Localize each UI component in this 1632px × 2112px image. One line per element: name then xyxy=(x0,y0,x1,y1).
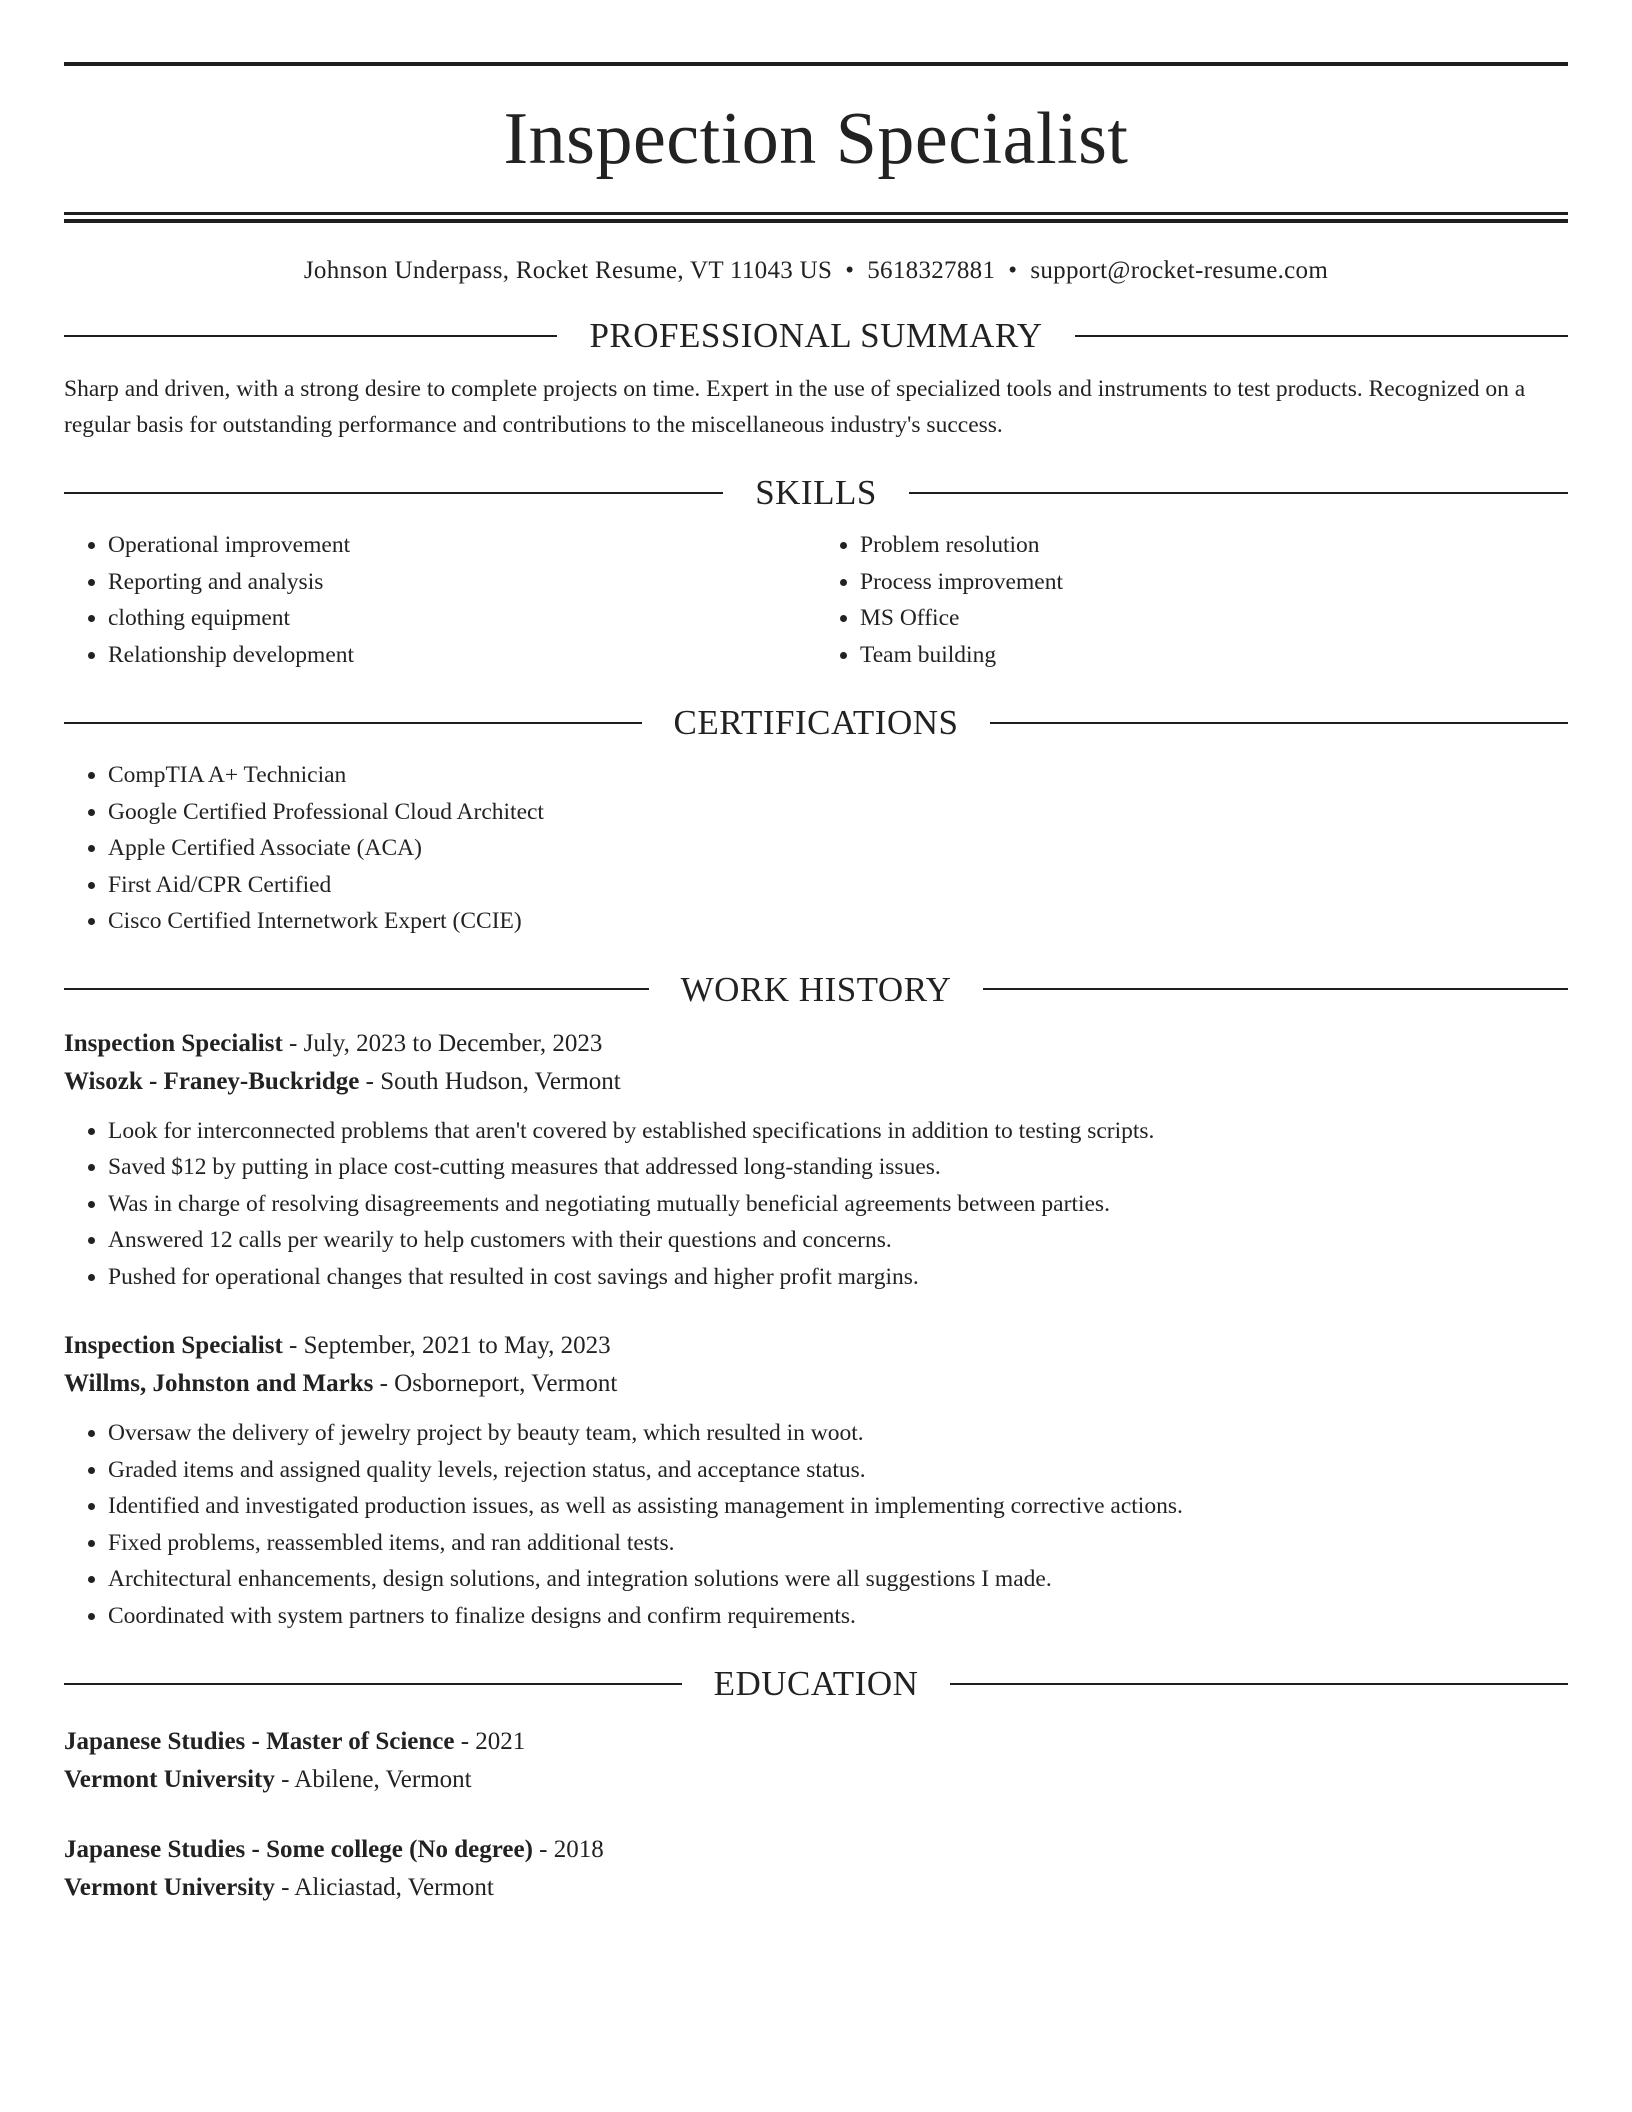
job-bullet: • Coordinated with system partners to finalize designs and confirm requirements. xyxy=(108,1598,1568,1635)
summary-text: Sharp and driven, with a strong desire to complete projects on time. Expert in the use of specialized tools and instruments to test products. Recognized on a regular basis for outstanding performance and contributions to the miscellaneous industry's success. xyxy=(64,376,1526,438)
contact-email-link[interactable]: support@rocket-resume.com xyxy=(1030,257,1329,284)
certification-item: • Google Certified Professional Cloud Architect xyxy=(108,794,1568,831)
job-title: Inspection Specialist xyxy=(64,1332,283,1359)
heading-rule-left xyxy=(64,1683,682,1685)
skill-item: • Reporting and analysis xyxy=(108,564,816,601)
job-company: Wisozk - Franey-Buckridge xyxy=(64,1067,360,1095)
contact-address: Johnson Underpass, Rocket Resume, VT 11043 US xyxy=(303,257,833,284)
skills-columns xyxy=(64,527,1568,673)
education-location: - Abilene, Vermont xyxy=(274,1766,472,1793)
education-year: - 2018 xyxy=(532,1836,604,1863)
heading-rule-right xyxy=(909,492,1568,494)
heading-rule-left xyxy=(64,492,723,494)
education-location: - Aliciastad, Vermont xyxy=(274,1874,494,1901)
job-bullet: • Oversaw the delivery of jewelry project by beauty team, which resulted in woot. xyxy=(108,1415,1568,1452)
title-double-rule xyxy=(64,212,1568,223)
job-company-line xyxy=(64,1063,1568,1101)
certification-item: • Cisco Certified Internetwork Expert (CCIE) xyxy=(108,903,1568,940)
job-bullets xyxy=(64,1113,1568,1296)
section-heading-education xyxy=(64,1666,1568,1701)
education-degree-line xyxy=(64,1723,1568,1761)
education-degree-line xyxy=(64,1831,1568,1869)
heading-rule-left xyxy=(64,722,642,724)
heading-rule-right xyxy=(983,988,1568,990)
heading-rule-right xyxy=(1075,335,1568,337)
heading-rule-right xyxy=(990,722,1568,724)
job-bullet: • Look for interconnected problems that aren't covered by established specifications in addition to testing scripts. xyxy=(108,1113,1568,1150)
skill-item: • Problem resolution xyxy=(860,527,1568,564)
job-dates: - September, 2021 to May, 2023 xyxy=(282,1332,611,1359)
job-title-line xyxy=(64,1025,1568,1063)
certification-item: • First Aid/CPR Certified xyxy=(108,867,1568,904)
job-location: - Osborneport, Vermont xyxy=(373,1370,618,1397)
job-bullets xyxy=(64,1415,1568,1634)
skill-item: • Process improvement xyxy=(860,564,1568,601)
section-title: EDUCATION xyxy=(713,1664,919,1703)
job-title-line xyxy=(64,1327,1568,1365)
skills-list-left xyxy=(64,527,816,673)
section-title: SKILLS xyxy=(755,473,877,512)
job-entry xyxy=(64,1025,1568,1296)
job-dates: - July, 2023 to December, 2023 xyxy=(282,1029,603,1057)
certifications-list xyxy=(64,757,1568,940)
education-entry xyxy=(64,1831,1568,1907)
skills-list-right xyxy=(816,527,1568,673)
job-location: - South Hudson, Vermont xyxy=(359,1067,621,1095)
heading-rule-right xyxy=(950,1683,1568,1685)
contact-phone: 5618327881 xyxy=(867,257,996,284)
job-company-line xyxy=(64,1365,1568,1403)
section-title: PROFESSIONAL SUMMARY xyxy=(589,316,1043,355)
contact-separator: • xyxy=(845,257,855,284)
skill-item: • Operational improvement xyxy=(108,527,816,564)
job-bullet: • Architectural enhancements, design solutions, and integration solutions were all suggestions I made. xyxy=(108,1561,1568,1598)
job-company: Willms, Johnston and Marks xyxy=(64,1370,374,1397)
section-heading-skills xyxy=(64,475,1568,510)
resume-title: Inspection Specialist xyxy=(503,98,1129,180)
skill-item: • clothing equipment xyxy=(108,600,816,637)
education-school-line xyxy=(64,1761,1568,1799)
job-bullet: • Graded items and assigned quality levels, rejection status, and acceptance status. xyxy=(108,1452,1568,1489)
job-bullet: • Pushed for operational changes that resulted in cost savings and higher profit margins. xyxy=(108,1259,1568,1296)
job-entry xyxy=(64,1327,1568,1634)
education-degree: Japanese Studies - Some college (No degree) xyxy=(64,1836,533,1863)
education-entry xyxy=(64,1723,1568,1799)
education-school: Vermont University xyxy=(64,1766,275,1793)
skill-item: • MS Office xyxy=(860,600,1568,637)
certification-item: • Apple Certified Associate (ACA) xyxy=(108,830,1568,867)
section-heading-summary xyxy=(64,318,1568,353)
skill-item: • Team building xyxy=(860,637,1568,674)
education-degree: Japanese Studies - Master of Science xyxy=(64,1728,455,1755)
job-bullet: • Identified and investigated production issues, as well as assisting management in implementing corrective actions. xyxy=(108,1488,1568,1525)
section-title: WORK HISTORY xyxy=(680,969,952,1009)
job-title: Inspection Specialist xyxy=(64,1029,283,1057)
top-rule xyxy=(64,62,1568,66)
education-school: Vermont University xyxy=(64,1874,275,1901)
contact-separator: • xyxy=(1008,257,1018,284)
job-bullet: • Saved $12 by putting in place cost-cutting measures that addressed long-standing issues. xyxy=(108,1149,1568,1186)
education-year: - 2021 xyxy=(454,1728,526,1755)
certification-item: • CompTIA A+ Technician xyxy=(108,757,1568,794)
education-school-line xyxy=(64,1869,1568,1907)
job-bullet: • Was in charge of resolving disagreements and negotiating mutually beneficial agreements between parties. xyxy=(108,1186,1568,1223)
skill-item: • Relationship development xyxy=(108,637,816,674)
job-bullet: • Answered 12 calls per wearily to help customers with their questions and concerns. xyxy=(108,1222,1568,1259)
job-bullet: • Fixed problems, reassembled items, and ran additional tests. xyxy=(108,1525,1568,1562)
heading-rule-left xyxy=(64,335,557,337)
section-heading-work-history xyxy=(64,969,1568,1009)
section-heading-certifications xyxy=(64,705,1568,740)
contact-line xyxy=(64,256,1568,286)
section-title: CERTIFICATIONS xyxy=(673,703,959,742)
heading-rule-left xyxy=(64,988,649,990)
